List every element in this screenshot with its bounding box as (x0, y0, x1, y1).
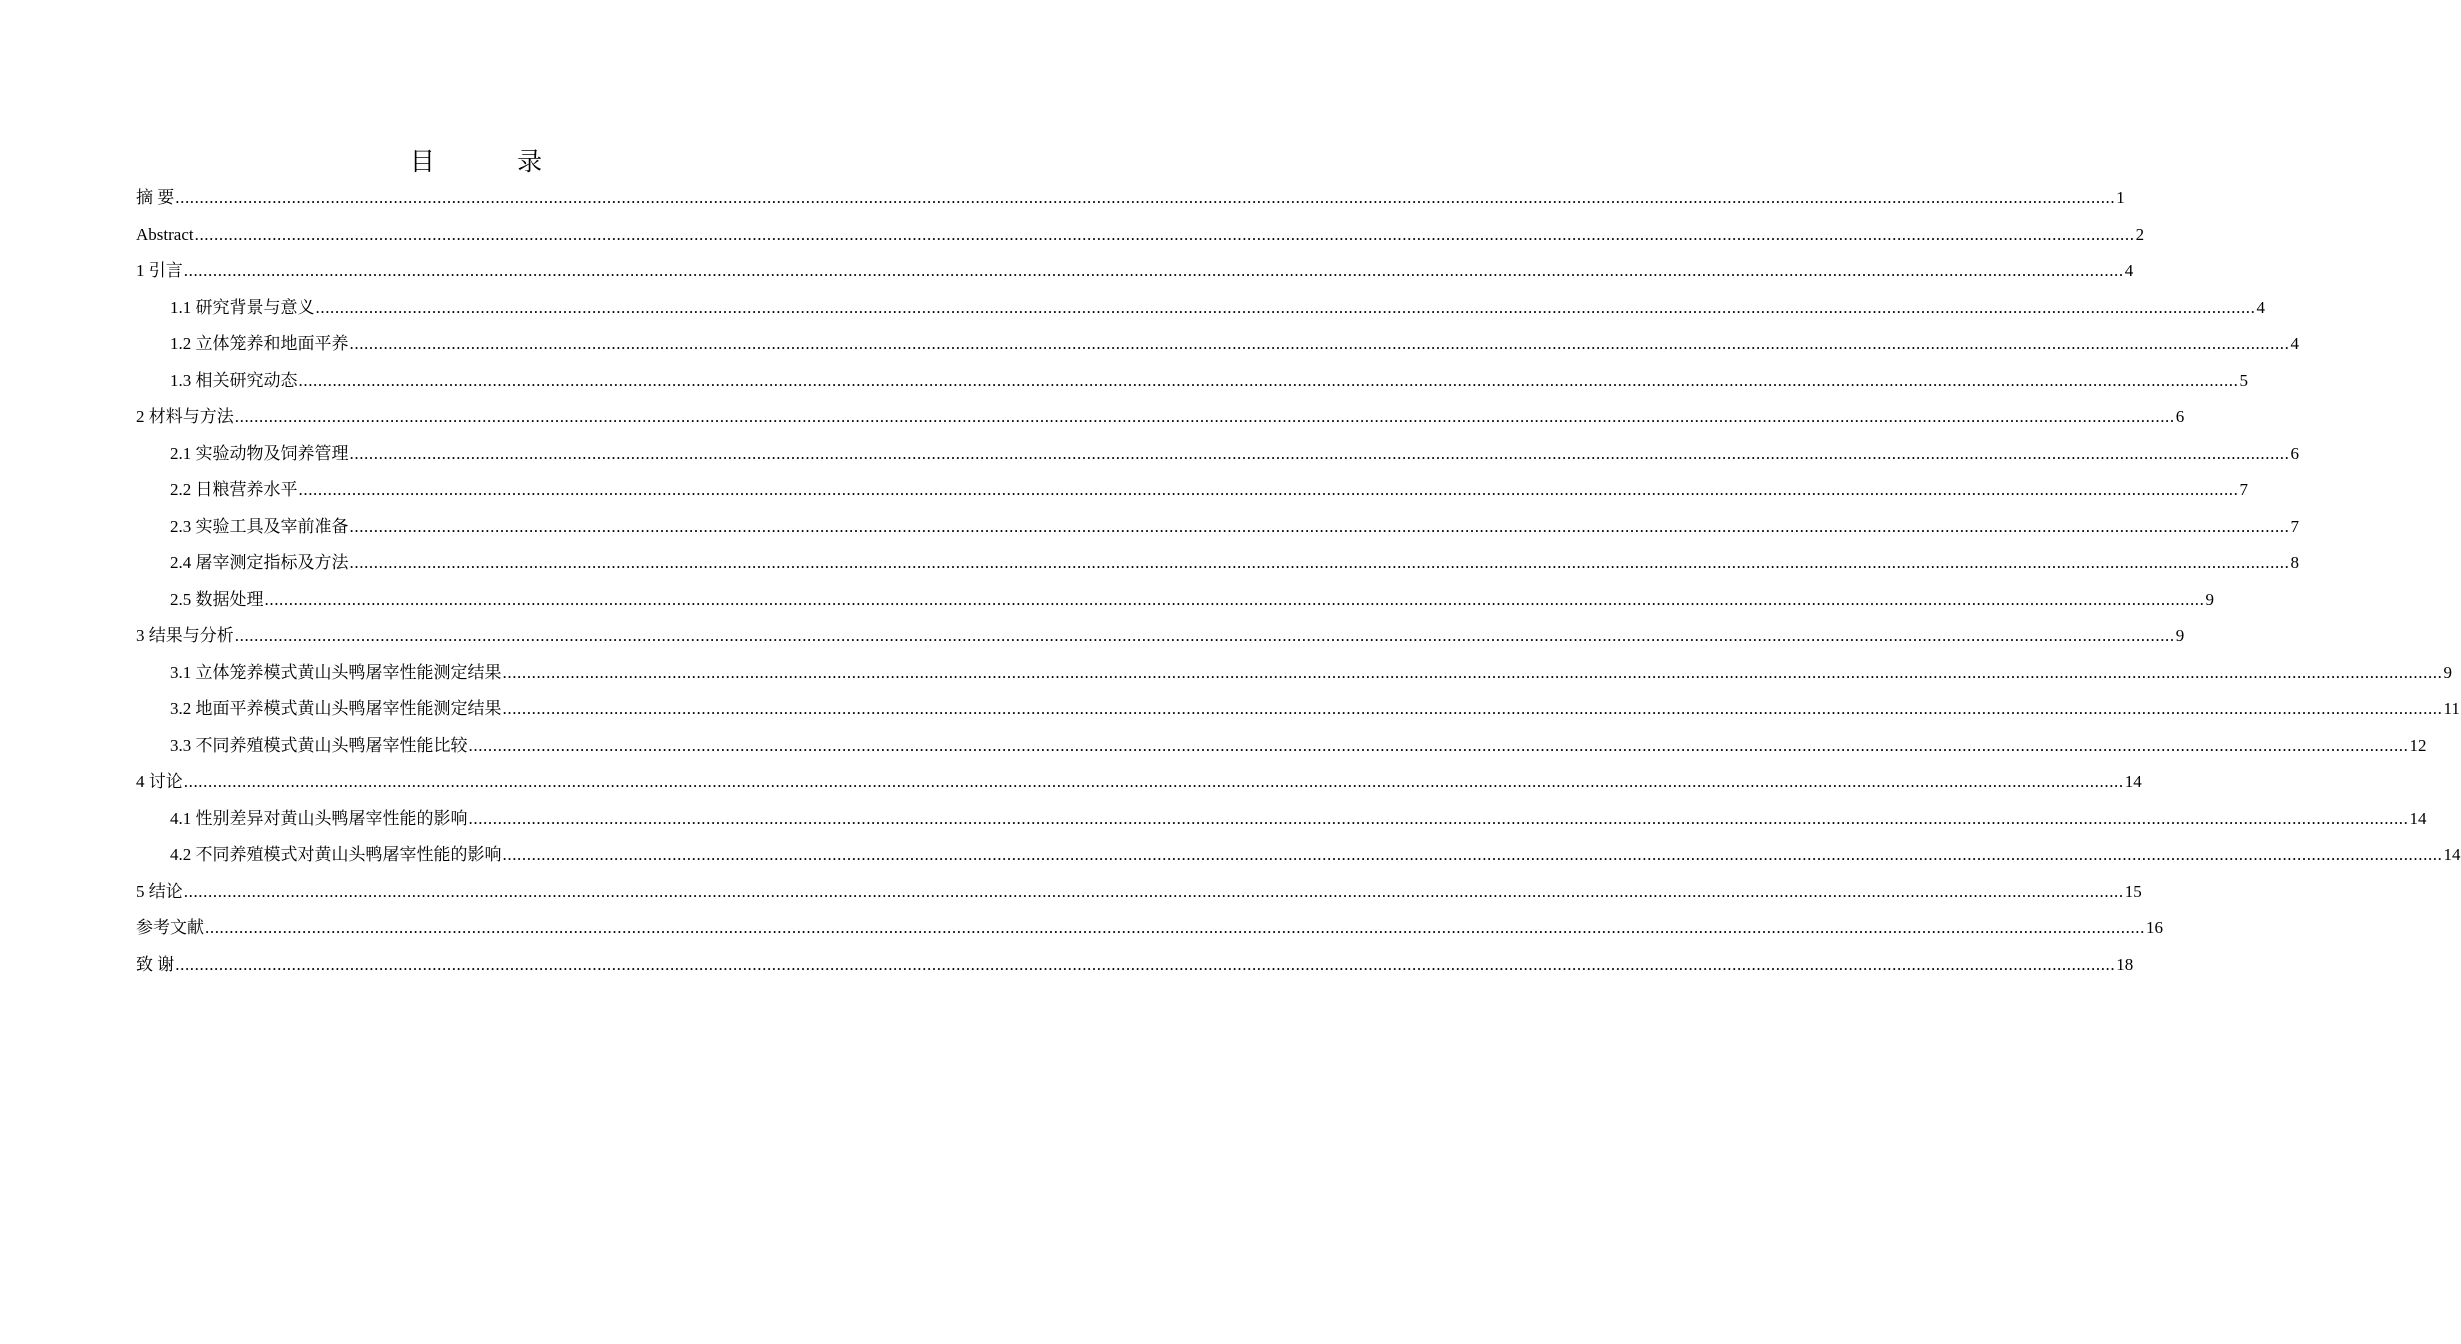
toc-dot-leader: ................................................................................................................................................................................................................................................................................................................................................................................................................ (349, 334, 2290, 353)
toc-dot-leader: ................................................................................................................................................................................................................................................................................................................................................................................................................ (502, 662, 2443, 682)
toc-entry-label: 2.5 数据处理 (170, 589, 264, 609)
toc-entry-label: 4.1 性别差异对黄山头鸭屠宰性能的影响 (170, 808, 468, 828)
toc-title: 目 录 (409, 149, 581, 176)
toc-dot-leader: ................................................................................................................................................................................................................................................................................................................................................................................................................ (264, 589, 2205, 609)
toc-entry-label: 2.3 实验工具及宰前准备 (170, 516, 349, 536)
toc-entry-page-number: 12 (2409, 735, 2427, 755)
toc-dot-leader: ................................................................................................................................................................................................................................................................................................................................................................................................................ (234, 407, 2175, 426)
toc-entry-label: 3.3 不同养殖模式黄山头鸭屠宰性能比较 (170, 735, 468, 755)
toc-dot-leader: ................................................................................................................................................................................................................................................................................................................................................................................................................ (298, 370, 2239, 390)
toc-dot-leader: ................................................................................................................................................................................................................................................................................................................................................................................................................ (349, 443, 2290, 463)
toc-entry-page-number: 14 (2124, 772, 2142, 791)
toc-entry-label: 2.4 屠宰测定指标及方法 (170, 553, 349, 572)
toc-entry-label: 1.1 研究背景与意义 (170, 297, 315, 317)
toc-entry-page-number: 6 (2175, 407, 2185, 426)
toc-entry-page-number: 8 (2290, 553, 2299, 572)
toc-dot-leader: ................................................................................................................................................................................................................................................................................................................................................................................................................ (234, 626, 2175, 645)
toc-entry[interactable] (136, 947, 2134, 984)
toc-entry[interactable] (136, 509, 2299, 546)
toc-entry-page-number: 1 (2116, 188, 2125, 207)
toc-dot-leader: ................................................................................................................................................................................................................................................................................................................................................................................................................ (315, 297, 2256, 317)
toc-entry-label: 4.2 不同养殖模式对黄山头鸭屠宰性能的影响 (170, 845, 502, 864)
toc-entry-label: 3.1 立体笼养模式黄山头鸭屠宰性能测定结果 (170, 662, 502, 682)
toc-dot-leader: ................................................................................................................................................................................................................................................................................................................................................................................................................ (194, 224, 2135, 244)
toc-dot-leader: ................................................................................................................................................................................................................................................................................................................................................................................................................ (183, 772, 2124, 791)
toc-entry[interactable] (136, 363, 2248, 400)
toc-entry[interactable] (136, 618, 2185, 655)
toc-dot-leader: ................................................................................................................................................................................................................................................................................................................................................................................................................ (205, 918, 2145, 937)
toc-entry-page-number: 4 (2290, 334, 2299, 353)
toc-entry[interactable] (136, 326, 2299, 363)
toc-entry[interactable] (136, 217, 2145, 254)
toc-entry-page-number: 4 (2256, 297, 2265, 317)
toc-entry-label: 1.3 相关研究动态 (170, 370, 298, 390)
toc-entry-page-number: 7 (2290, 516, 2299, 536)
toc-entry-label: 1 引言 (136, 261, 183, 280)
toc-entry-page-number: 11 (2443, 699, 2460, 718)
toc-entry[interactable] (136, 436, 2299, 473)
toc-entry[interactable] (136, 874, 2142, 911)
toc-entry-label: 4 讨论 (136, 772, 183, 791)
toc-entry[interactable] (136, 545, 2299, 582)
toc-entry-page-number: 7 (2239, 480, 2248, 499)
toc-entry[interactable] (136, 655, 2452, 692)
toc-entry[interactable] (136, 764, 2142, 801)
toc-entry-page-number: 5 (2239, 370, 2248, 390)
toc-entry[interactable] (136, 180, 2125, 217)
toc-entry[interactable] (136, 253, 2134, 290)
toc-entry-page-number: 9 (2205, 589, 2214, 609)
toc-entry[interactable] (136, 910, 2163, 947)
toc-entry-page-number: 9 (2443, 662, 2452, 682)
toc-dot-leader: ................................................................................................................................................................................................................................................................................................................................................................................................................ (175, 954, 2116, 974)
toc-entry-page-number: 14 (2443, 845, 2461, 864)
toc-dot-leader: ................................................................................................................................................................................................................................................................................................................................................................................................................ (298, 480, 2239, 499)
toc-dot-leader: ................................................................................................................................................................................................................................................................................................................................................................................................................ (468, 735, 2409, 755)
toc-dot-leader: ................................................................................................................................................................................................................................................................................................................................................................................................................ (349, 553, 2290, 572)
toc-entry-page-number: 18 (2116, 954, 2134, 974)
toc-entry-label: Abstract (136, 224, 194, 244)
toc-list (136, 180, 2461, 983)
toc-entry-page-number: 15 (2124, 881, 2142, 901)
toc-entry-label: 3 结果与分析 (136, 626, 234, 645)
toc-entry-page-number: 2 (2135, 224, 2145, 244)
toc-entry[interactable] (136, 837, 2461, 874)
toc-entry[interactable] (136, 472, 2248, 509)
toc-entry-label: 参考文献 (136, 918, 204, 937)
toc-dot-leader: ................................................................................................................................................................................................................................................................................................................................................................................................................ (502, 699, 2443, 718)
toc-dot-leader: ................................................................................................................................................................................................................................................................................................................................................................................................................ (175, 188, 2116, 207)
toc-entry-label: 1.2 立体笼养和地面平养 (170, 334, 349, 353)
toc-entry-label: 5 结论 (136, 881, 183, 901)
toc-entry-label: 2.2 日粮营养水平 (170, 480, 298, 499)
toc-entry-page-number: 9 (2175, 626, 2185, 645)
toc-entry[interactable] (136, 691, 2460, 728)
toc-entry-page-number: 6 (2290, 443, 2299, 463)
toc-entry[interactable] (136, 290, 2265, 327)
toc-dot-leader: ................................................................................................................................................................................................................................................................................................................................................................................................................ (502, 845, 2443, 864)
toc-entry[interactable] (136, 582, 2214, 619)
toc-dot-leader: ................................................................................................................................................................................................................................................................................................................................................................................................................ (183, 261, 2124, 280)
toc-entry-label: 2.1 实验动物及饲养管理 (170, 443, 349, 463)
toc-entry-label: 摘 要 (136, 188, 175, 207)
toc-entry[interactable] (136, 801, 2427, 838)
toc-dot-leader: ................................................................................................................................................................................................................................................................................................................................................................................................................ (468, 808, 2409, 828)
toc-entry-label: 致 谢 (136, 954, 175, 974)
toc-entry-label: 2 材料与方法 (136, 407, 234, 426)
toc-dot-leader: ................................................................................................................................................................................................................................................................................................................................................................................................................ (349, 516, 2290, 536)
toc-entry[interactable] (136, 399, 2185, 436)
toc-entry-label: 3.2 地面平养模式黄山头鸭屠宰性能测定结果 (170, 699, 502, 718)
toc-dot-leader: ................................................................................................................................................................................................................................................................................................................................................................................................................ (183, 881, 2124, 901)
toc-entry-page-number: 4 (2124, 261, 2134, 280)
toc-entry-page-number: 16 (2146, 918, 2163, 937)
toc-entry-page-number: 14 (2409, 808, 2427, 828)
toc-entry[interactable] (136, 728, 2427, 765)
